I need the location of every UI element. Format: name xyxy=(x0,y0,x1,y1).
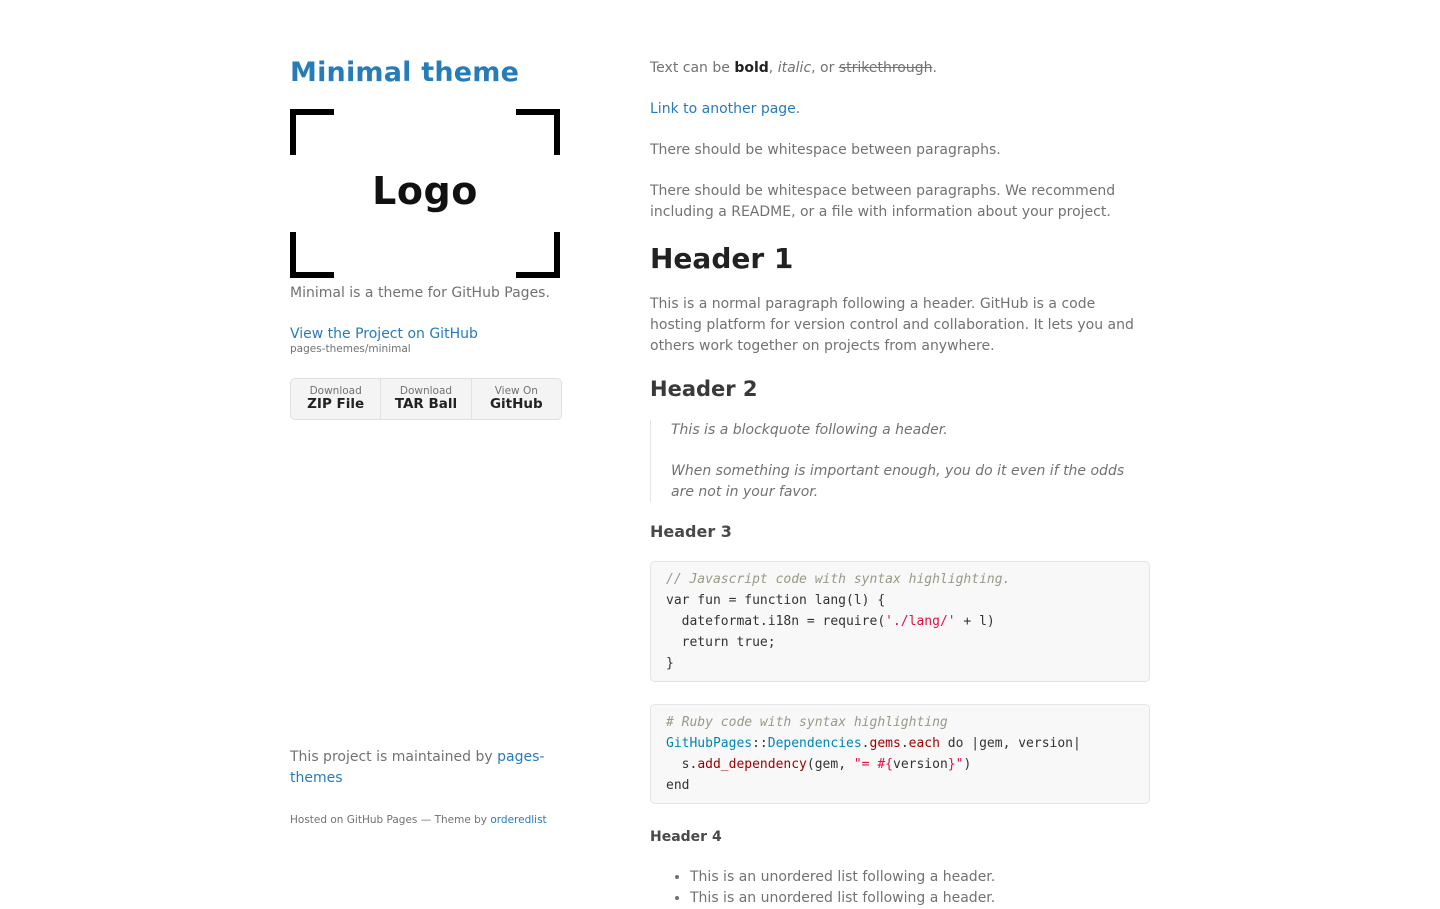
maintainer-text xyxy=(290,747,550,789)
list-item: • This is an unordered list following a header. xyxy=(690,867,995,888)
code-method: each xyxy=(908,736,940,751)
paragraph-1: There should be whitespace between paragraphs. xyxy=(650,142,1001,158)
code-line xyxy=(666,754,1134,775)
site-title[interactable]: Minimal theme xyxy=(290,57,520,88)
blockquote xyxy=(650,420,1161,502)
code-line: return true; xyxy=(666,635,776,650)
download-tar-label: TAR Ball xyxy=(394,396,458,412)
another-page-link[interactable]: Link to another page xyxy=(650,101,796,117)
code-token: dateformat.i18n = require( xyxy=(666,614,886,629)
download-tar-caption: Download xyxy=(399,385,453,397)
paragraph-2: There should be whitespace between paragraphs. We recommend including a README, or a file with information about your project. xyxy=(650,183,1116,220)
code-token: do |gem, version| xyxy=(939,736,1081,751)
format-sep1: , xyxy=(768,60,778,76)
blockquote-line-2: When something is important enough, you do it even if the odds are not in your favor. xyxy=(671,463,1125,500)
code-class: GitHubPages xyxy=(666,736,753,751)
theme-author-link[interactable]: orderedlist xyxy=(490,814,547,826)
code-token: . xyxy=(861,736,870,751)
code-line xyxy=(666,611,1134,632)
view-on-github-caption: View On xyxy=(494,385,538,397)
code-line: } xyxy=(666,656,674,671)
logo-corner-bottom-right xyxy=(516,232,560,278)
code-comment: // Javascript code with syntax highlighting. xyxy=(666,572,1011,587)
download-tar-button[interactable] xyxy=(381,379,471,419)
ruby-code-block xyxy=(650,704,1150,804)
download-buttons xyxy=(290,378,562,420)
link-end: . xyxy=(795,101,801,117)
download-zip-button[interactable] xyxy=(291,379,381,419)
logo-corner-top-left xyxy=(290,109,334,155)
tagline: Minimal is a theme for GitHub Pages. xyxy=(290,285,550,301)
code-token: + l) xyxy=(955,614,995,629)
main-content xyxy=(650,0,1150,906)
header-4: Header 4 xyxy=(650,829,722,845)
link-paragraph xyxy=(650,99,1150,120)
strikethrough-text: strikethrough xyxy=(838,60,933,76)
code-string: }" xyxy=(947,757,964,772)
code-string: "= #{ xyxy=(853,757,893,772)
sidebar xyxy=(290,0,570,900)
code-token: . xyxy=(900,736,909,751)
view-project-link[interactable]: View the Project on GitHub xyxy=(290,326,478,342)
code-token: :: xyxy=(752,736,768,751)
code-line xyxy=(666,733,1134,754)
format-prefix: Text can be xyxy=(650,60,735,76)
view-on-github-label: GitHub xyxy=(489,396,543,412)
logo xyxy=(290,109,560,278)
code-method: add_dependency xyxy=(697,757,807,772)
maintainer-prefix: This project is maintained by xyxy=(290,749,498,765)
header-1: Header 1 xyxy=(650,242,794,275)
italic-text: italic xyxy=(777,60,812,76)
logo-corner-bottom-left xyxy=(290,232,334,278)
code-token: s. xyxy=(666,757,698,772)
code-comment: # Ruby code with syntax highlighting xyxy=(666,715,948,730)
code-string: './lang/' xyxy=(885,614,956,629)
code-method: gems xyxy=(869,736,901,751)
hosted-prefix: Hosted on GitHub Pages — Theme by xyxy=(290,814,491,826)
download-zip-label: ZIP File xyxy=(307,396,365,412)
header-3: Header 3 xyxy=(650,522,732,541)
header-2: Header 2 xyxy=(650,377,758,401)
maintainer-link[interactable]: pages-themes xyxy=(290,749,545,786)
blockquote-line-1: This is a blockquote following a header. xyxy=(671,422,948,438)
code-token: (gem, xyxy=(806,757,854,772)
unordered-list xyxy=(650,867,995,909)
logo-corner-top-right xyxy=(516,109,560,155)
logo-text: Logo xyxy=(372,169,478,213)
repo-path: pages-themes/minimal xyxy=(290,343,411,355)
hosted-text xyxy=(290,812,547,828)
format-end: . xyxy=(932,60,937,76)
javascript-code-block xyxy=(650,561,1150,682)
view-on-github-button[interactable] xyxy=(472,379,561,419)
format-sep2: , or xyxy=(811,60,839,76)
code-line: var fun = function lang(l) { xyxy=(666,593,886,608)
code-token: ) xyxy=(963,757,972,772)
code-class: Dependencies xyxy=(767,736,862,751)
paragraph-3: This is a normal paragraph following a header. GitHub is a code hosting platform for version control and collaboration. It lets you and others work together on projects from anywhere. xyxy=(650,296,1134,354)
formatting-paragraph xyxy=(650,58,1150,79)
code-token: version xyxy=(893,757,948,772)
list-item: • This is an unordered list following a header. xyxy=(690,888,995,909)
bold-text: bold xyxy=(734,60,769,76)
download-zip-caption: Download xyxy=(309,385,362,397)
code-line: end xyxy=(666,778,690,793)
